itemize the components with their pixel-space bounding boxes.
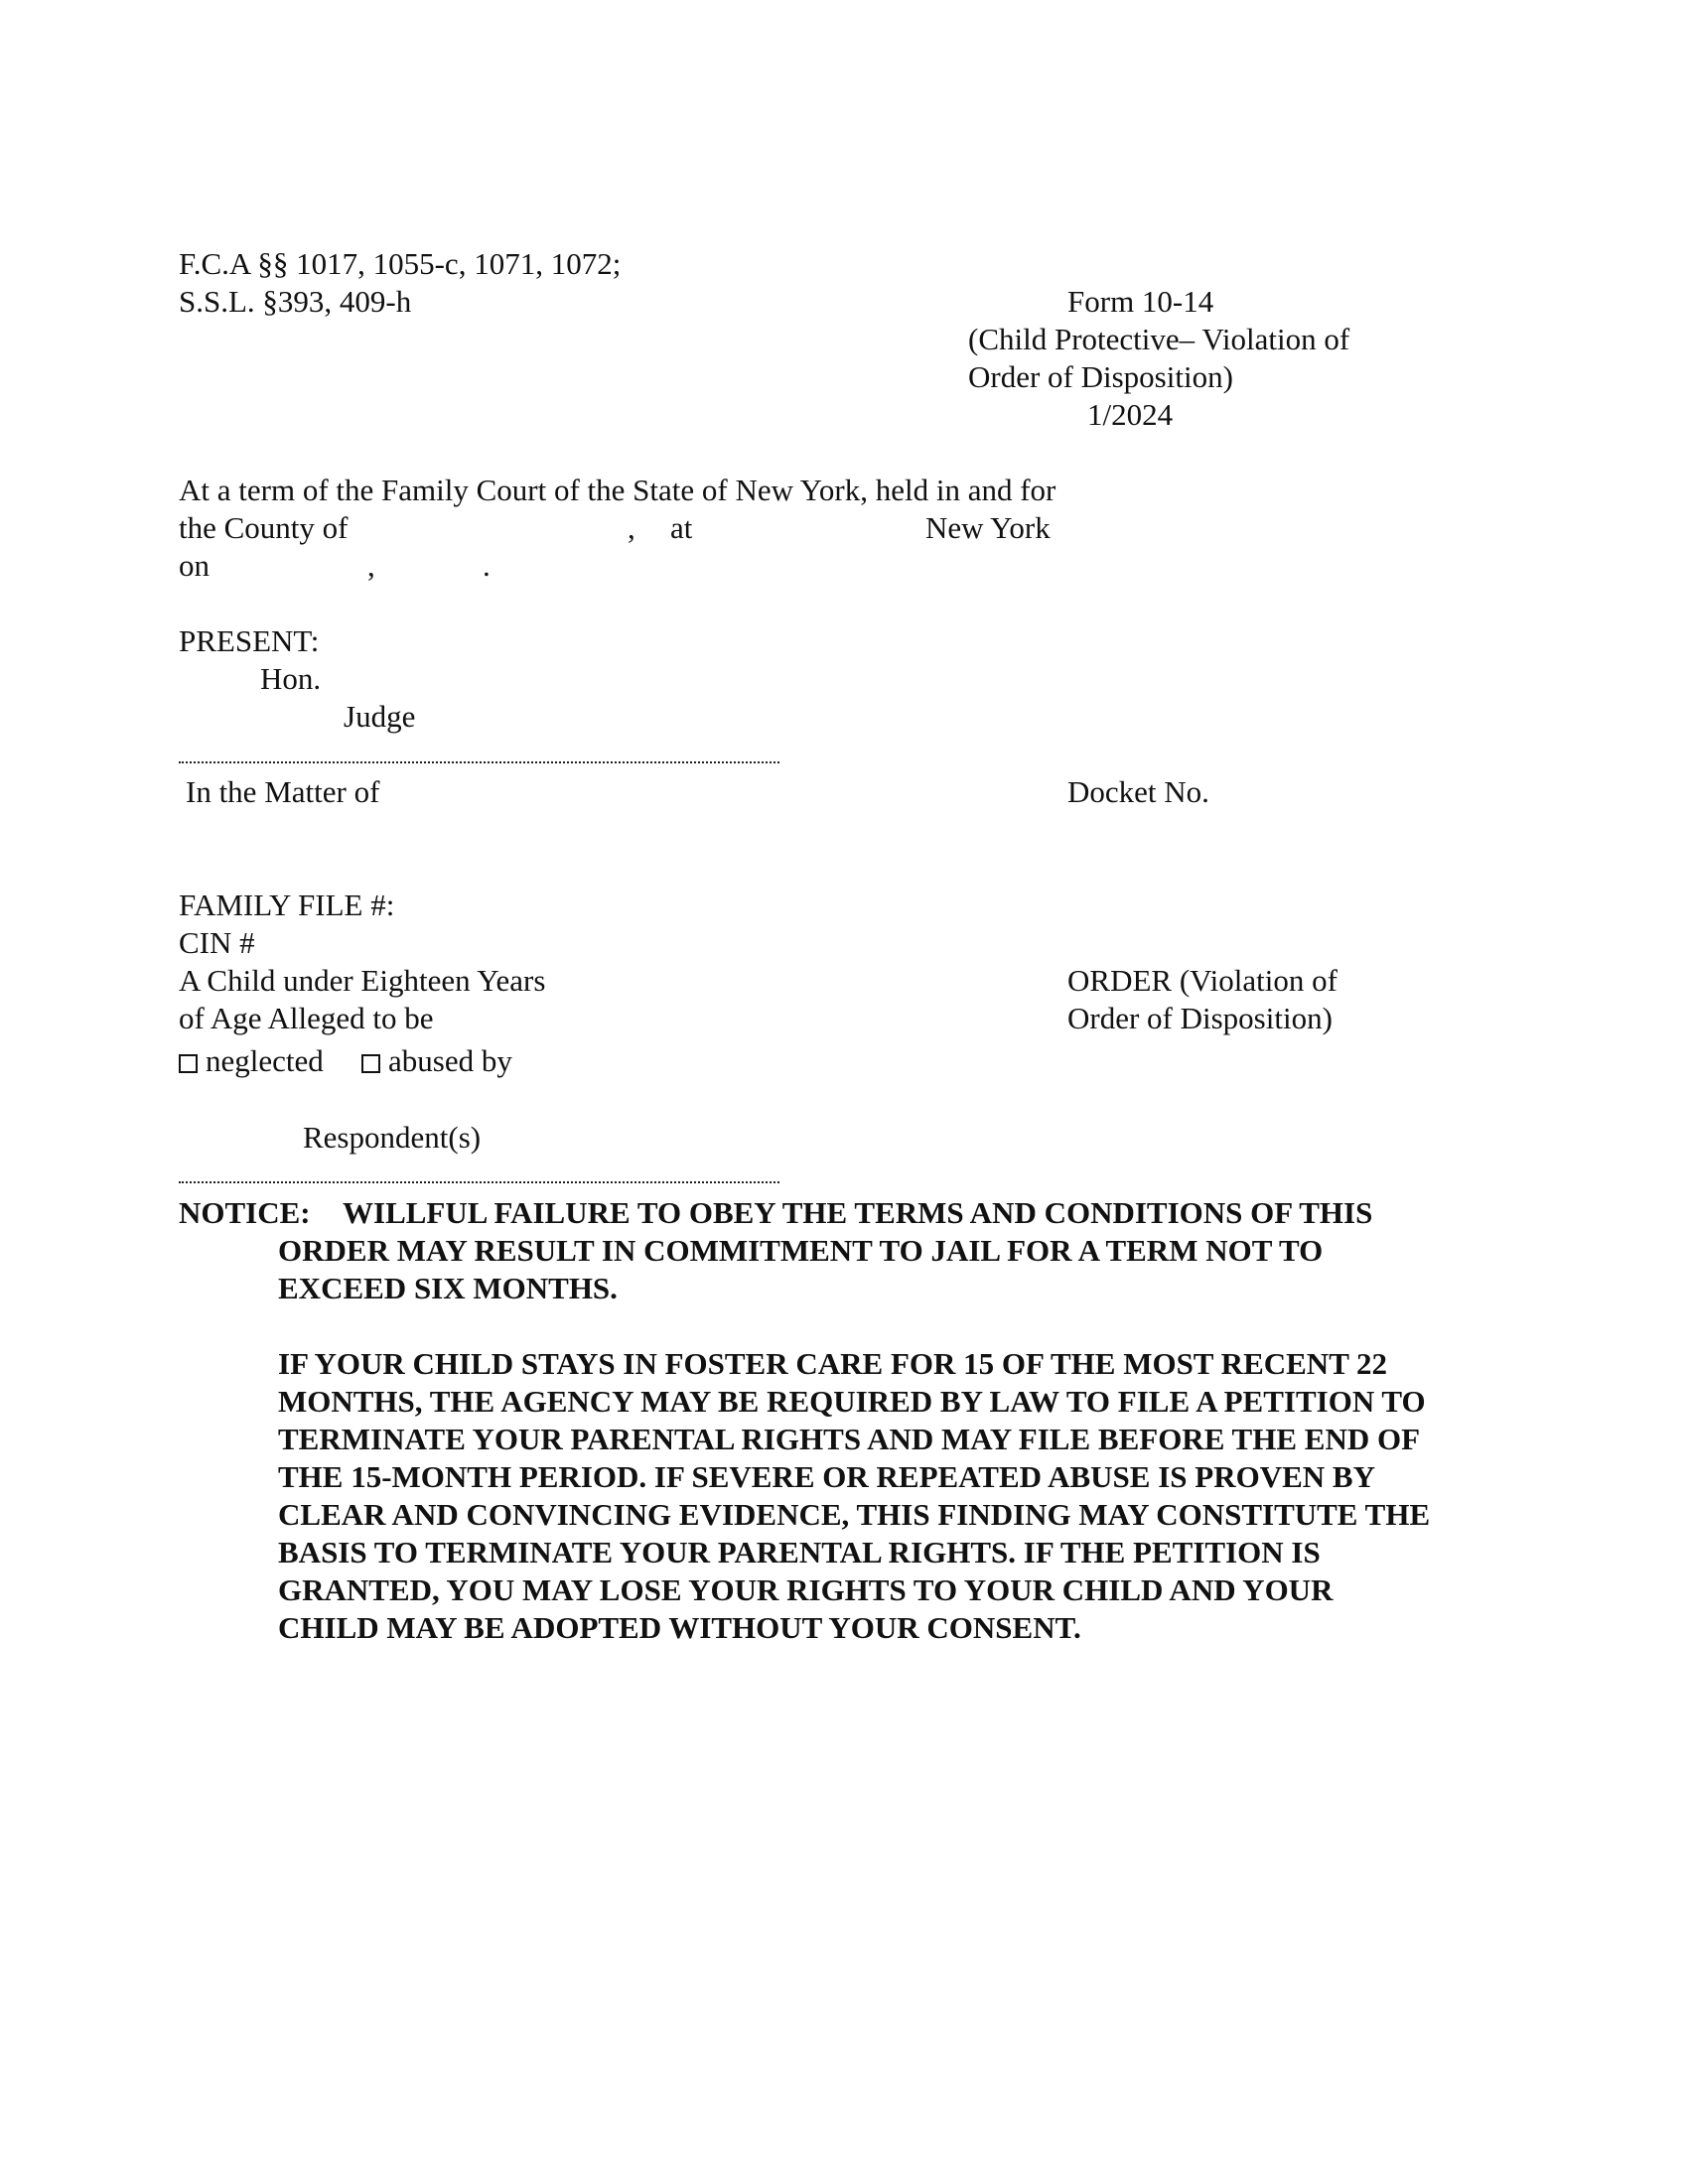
form-description-1: (Child Protective– Violation of [968, 322, 1350, 356]
hon-label: Hon. [260, 661, 322, 696]
notice-p2-line-2: MONTHS, THE AGENCY MAY BE REQUIRED BY LAW TO FILE A PETITION TO [278, 1384, 1426, 1419]
respondents-label: Respondent(s) [303, 1120, 482, 1155]
notice-p1-line-1: WILLFUL FAILURE TO OBEY THE TERMS AND CONDITIONS OF THIS [343, 1195, 1373, 1230]
caption-top-rule [179, 761, 779, 763]
notice-p2-line-4: THE 15-MONTH PERIOD. IF SEVERE OR REPEATED ABUSE IS PROVEN BY [278, 1459, 1375, 1494]
child-description-1: A Child under Eighteen Years [179, 963, 546, 998]
notice-p2-line-7: GRANTED, YOU MAY LOSE YOUR RIGHTS TO YOUR CHILD AND YOUR [278, 1572, 1334, 1607]
statute-line-2: S.S.L. §393, 409-h [179, 284, 412, 319]
order-title-2: Order of Disposition) [1067, 1001, 1333, 1035]
family-file-label: FAMILY FILE #: [179, 887, 395, 922]
docket-label: Docket No. [1067, 774, 1209, 809]
state-name: New York [925, 510, 1051, 545]
notice-p2-line-8: CHILD MAY BE ADOPTED WITHOUT YOUR CONSENT. [278, 1610, 1081, 1645]
in-the-matter-of: In the Matter of [186, 774, 380, 809]
county-label: the County of [179, 510, 349, 545]
form-number: Form 10-14 [1067, 284, 1214, 319]
date-comma: , [367, 548, 375, 583]
notice-label: NOTICE: [179, 1195, 311, 1230]
judge-label: Judge [344, 699, 416, 734]
order-title-1: ORDER (Violation of [1067, 963, 1337, 998]
date-period: . [483, 548, 491, 583]
notice-p1-line-3: EXCEED SIX MONTHS. [278, 1271, 618, 1305]
caption-bottom-rule [179, 1181, 779, 1183]
form-description-2: Order of Disposition) [968, 359, 1233, 394]
on-label: on [179, 548, 210, 583]
county-comma: , [628, 510, 635, 545]
at-label: at [670, 510, 693, 545]
neglected-option[interactable] [179, 1042, 342, 1080]
form-revision: 1/2024 [1087, 397, 1174, 432]
notice-p2-line-1: IF YOUR CHILD STAYS IN FOSTER CARE FOR 15 OF THE MOST RECENT 22 [278, 1346, 1388, 1381]
notice-p1-line-2: ORDER MAY RESULT IN COMMITMENT TO JAIL FOR A TERM NOT TO [278, 1233, 1324, 1268]
neglected-checkbox[interactable] [179, 1054, 198, 1073]
court-term-line: At a term of the Family Court of the State of New York, held in and for [179, 473, 1056, 507]
statute-line-1: F.C.A §§ 1017, 1055-c, 1071, 1072; [179, 246, 622, 281]
neglected-label: neglected [206, 1043, 324, 1078]
abused-option[interactable] [361, 1042, 512, 1080]
child-description-2: of Age Alleged to be [179, 1001, 434, 1035]
cin-label: CIN # [179, 925, 255, 960]
abused-checkbox[interactable] [361, 1054, 380, 1073]
present-label: PRESENT: [179, 623, 320, 658]
notice-p2-line-5: CLEAR AND CONVINCING EVIDENCE, THIS FINDING MAY CONSTITUTE THE [278, 1497, 1431, 1532]
notice-p2-line-6: BASIS TO TERMINATE YOUR PARENTAL RIGHTS. IF THE PETITION IS [278, 1535, 1321, 1570]
notice-p2-line-3: TERMINATE YOUR PARENTAL RIGHTS AND MAY FILE BEFORE THE END OF [278, 1422, 1421, 1456]
abused-label: abused by [388, 1043, 512, 1078]
